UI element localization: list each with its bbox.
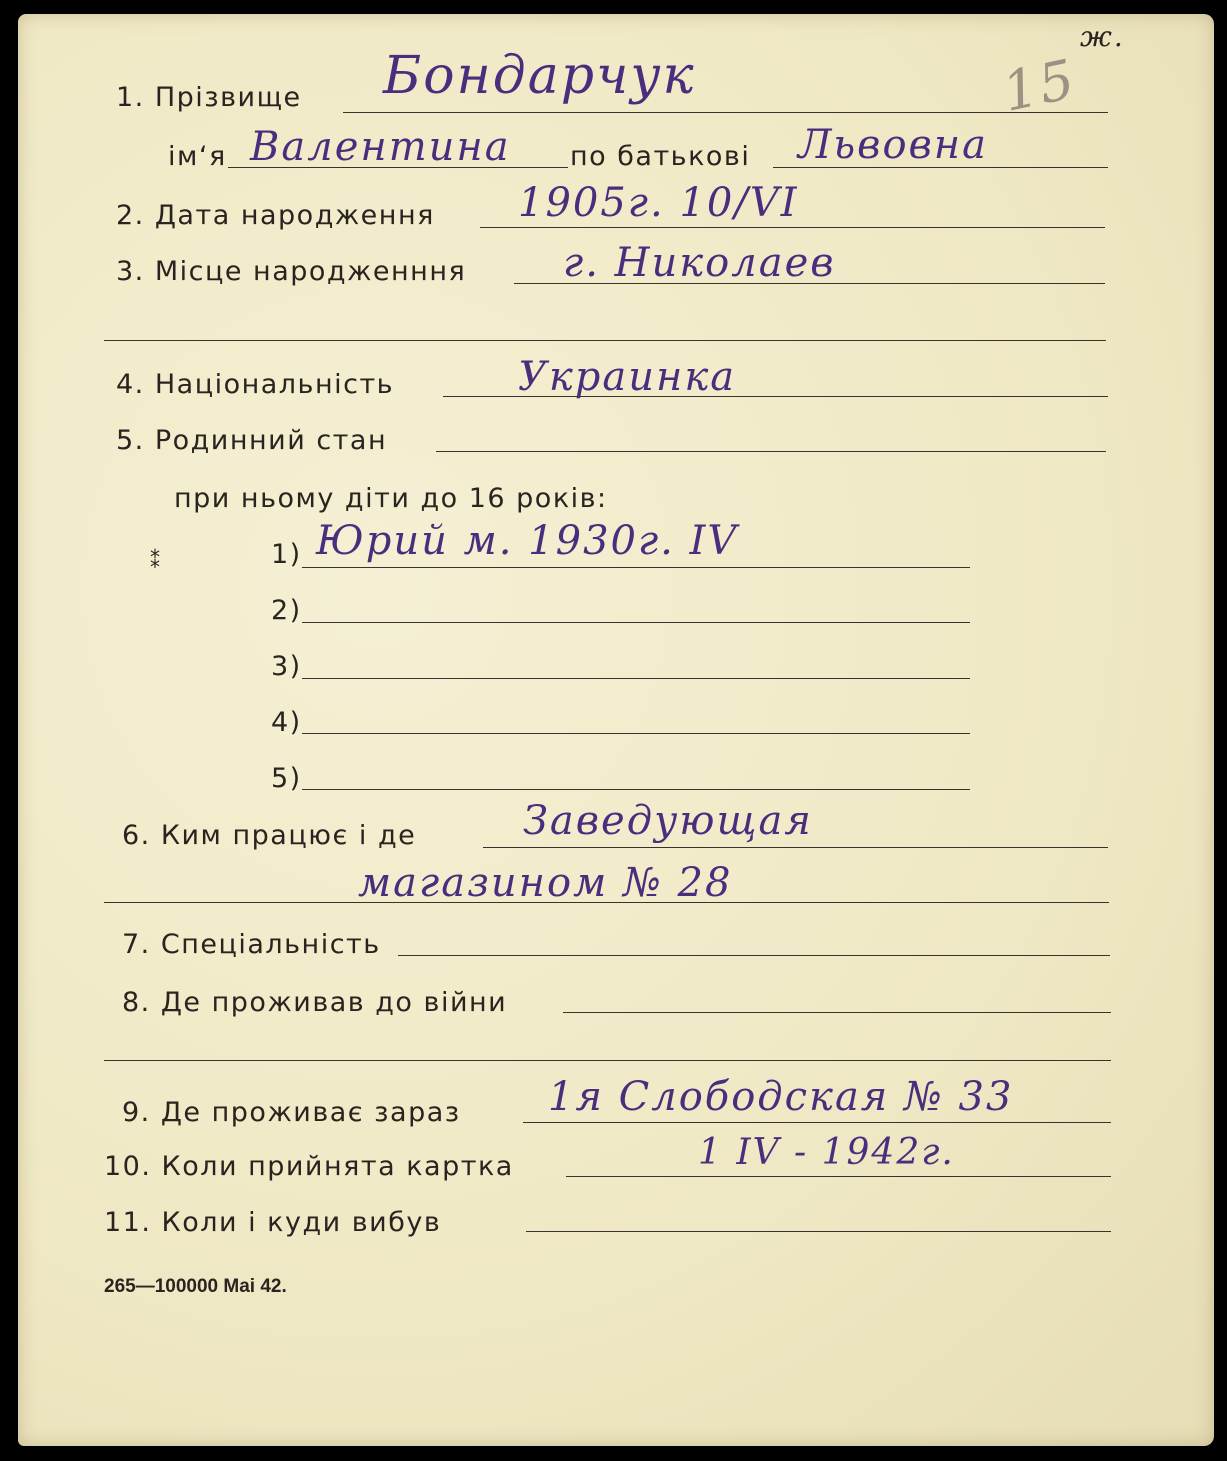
current-residence-line xyxy=(523,1122,1111,1123)
current-residence-value: 1я Слободская № 33 xyxy=(548,1074,1014,1120)
child-num-5: 5) xyxy=(271,763,302,794)
card-accepted-value: 1 IV - 1942г. xyxy=(698,1132,955,1173)
child-line-2 xyxy=(302,622,970,623)
prewar-residence-label: 8. Де проживав до війни xyxy=(122,987,508,1018)
marital-label: 5. Родинний стан xyxy=(116,425,388,456)
child-line-1 xyxy=(302,567,970,568)
card-accepted-label: 10. Коли прийнята картка xyxy=(104,1151,514,1182)
name-value: Валентина xyxy=(250,124,511,170)
surname-label: 1. Прізвище xyxy=(116,82,302,113)
departure-line xyxy=(526,1231,1111,1232)
prewar-residence-line-2 xyxy=(104,1060,1111,1061)
occupation-label: 6. Ким працює і де xyxy=(122,820,417,851)
birthdate-label: 2. Дата народження xyxy=(116,200,435,231)
name-label: ім‘я xyxy=(168,141,227,172)
surname-value: Бондарчук xyxy=(383,46,696,106)
specialty-label: 7. Спеціальність xyxy=(122,929,381,960)
children-label: при ньому діти до 16 років: xyxy=(174,483,608,514)
child-line-5 xyxy=(302,789,970,790)
child-value-1: Юрий м. 1930г. IV xyxy=(316,518,739,564)
birthplace-line-2 xyxy=(104,340,1106,341)
corner-mark: 15 xyxy=(997,47,1082,124)
child-num-2: 2) xyxy=(271,595,302,626)
child-num-1: 1) xyxy=(271,539,302,570)
birthdate-value: 1905г. 10/VI xyxy=(518,180,799,226)
nationality-label: 4. Національність xyxy=(116,369,395,400)
corner-mark-small: ж. xyxy=(1080,20,1125,53)
occupation-line xyxy=(483,847,1108,848)
child-num-4: 4) xyxy=(271,707,302,738)
print-code: 265—100000 Mai 42. xyxy=(104,1276,287,1297)
margin-mark: ⁑ xyxy=(150,549,162,573)
surname-line xyxy=(343,112,1108,113)
occupation-line-2 xyxy=(104,902,1109,903)
birthplace-label: 3. Місце народженння xyxy=(116,256,467,287)
occupation-value-1: Заведующая xyxy=(523,798,813,844)
occupation-value-2: магазином № 28 xyxy=(358,860,733,906)
patronymic-value: Львовна xyxy=(798,122,988,168)
marital-line xyxy=(436,451,1106,452)
registration-card xyxy=(18,14,1214,1446)
child-line-3 xyxy=(302,678,970,679)
child-line-4 xyxy=(302,733,970,734)
nationality-value: Украинка xyxy=(518,354,737,400)
departure-label: 11. Коли і куди вибув xyxy=(104,1207,442,1238)
card-accepted-line xyxy=(566,1176,1111,1177)
patronymic-label: по батькові xyxy=(570,141,751,172)
birthdate-line xyxy=(480,227,1105,228)
child-num-3: 3) xyxy=(271,651,302,682)
birthplace-value: г. Николаев xyxy=(563,240,836,286)
prewar-residence-line xyxy=(563,1012,1111,1013)
current-residence-label: 9. Де проживає зараз xyxy=(122,1097,461,1128)
specialty-line xyxy=(398,955,1110,956)
